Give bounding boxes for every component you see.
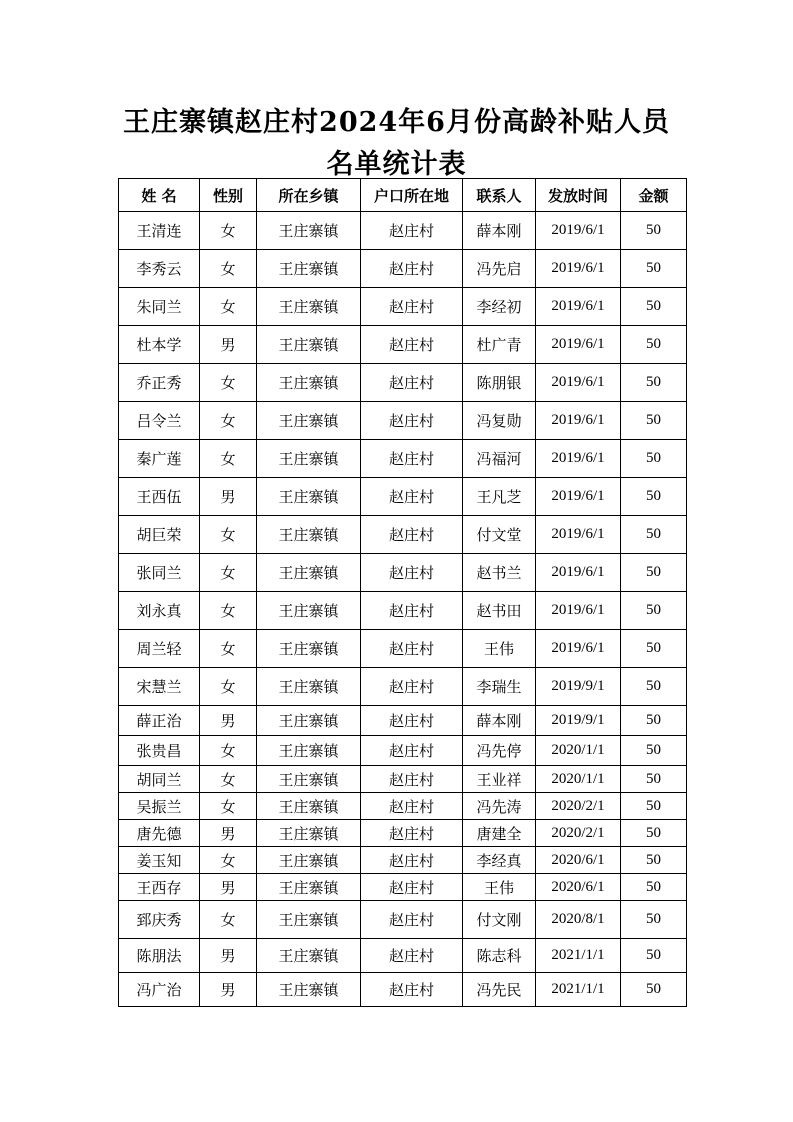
row-gender: 女 <box>200 766 257 793</box>
table-body <box>119 212 687 1007</box>
row-issue-date: 2019/6/1 <box>536 288 621 326</box>
row-household: 赵庄村 <box>361 766 463 793</box>
table-row <box>119 973 687 1007</box>
table-row <box>119 874 687 901</box>
row-name: 吴振兰 <box>119 793 200 820</box>
row-name: 姜玉知 <box>119 847 200 874</box>
row-household: 赵庄村 <box>361 706 463 736</box>
row-amount: 50 <box>621 874 687 901</box>
row-amount: 50 <box>621 847 687 874</box>
row-issue-date: 2020/6/1 <box>536 874 621 901</box>
row-issue-date: 2021/1/1 <box>536 939 621 973</box>
row-contact: 付文刚 <box>463 901 536 939</box>
row-gender: 女 <box>200 847 257 874</box>
row-issue-date: 2020/6/1 <box>536 847 621 874</box>
row-amount: 50 <box>621 820 687 847</box>
row-gender: 女 <box>200 592 257 630</box>
row-township: 王庄寨镇 <box>257 440 361 478</box>
row-amount: 50 <box>621 706 687 736</box>
table-row <box>119 820 687 847</box>
row-gender: 女 <box>200 402 257 440</box>
row-contact: 王伟 <box>463 874 536 901</box>
table-row <box>119 478 687 516</box>
row-contact: 王凡芝 <box>463 478 536 516</box>
row-gender: 女 <box>200 516 257 554</box>
header-name: 姓 名 <box>119 179 200 212</box>
table-row <box>119 250 687 288</box>
row-gender: 男 <box>200 706 257 736</box>
row-contact: 杜广青 <box>463 326 536 364</box>
row-household: 赵庄村 <box>361 250 463 288</box>
row-name: 王西伍 <box>119 478 200 516</box>
row-township: 王庄寨镇 <box>257 874 361 901</box>
row-township: 王庄寨镇 <box>257 288 361 326</box>
row-township: 王庄寨镇 <box>257 973 361 1007</box>
row-amount: 50 <box>621 736 687 766</box>
row-issue-date: 2019/6/1 <box>536 440 621 478</box>
table-row <box>119 793 687 820</box>
table-row <box>119 847 687 874</box>
table-row <box>119 939 687 973</box>
row-amount: 50 <box>621 440 687 478</box>
row-contact: 王业祥 <box>463 766 536 793</box>
row-name: 李秀云 <box>119 250 200 288</box>
row-township: 王庄寨镇 <box>257 736 361 766</box>
row-township: 王庄寨镇 <box>257 706 361 736</box>
row-name: 吕令兰 <box>119 402 200 440</box>
row-township: 王庄寨镇 <box>257 250 361 288</box>
row-amount: 50 <box>621 592 687 630</box>
row-issue-date: 2020/1/1 <box>536 766 621 793</box>
row-name: 张同兰 <box>119 554 200 592</box>
row-contact: 冯先民 <box>463 973 536 1007</box>
row-issue-date: 2019/6/1 <box>536 326 621 364</box>
row-name: 陈朋法 <box>119 939 200 973</box>
header-township: 所在乡镇 <box>257 179 361 212</box>
row-contact: 李瑞生 <box>463 668 536 706</box>
row-issue-date: 2020/2/1 <box>536 793 621 820</box>
table-row <box>119 630 687 668</box>
row-township: 王庄寨镇 <box>257 793 361 820</box>
row-name: 胡同兰 <box>119 766 200 793</box>
header-contact: 联系人 <box>463 179 536 212</box>
row-issue-date: 2019/6/1 <box>536 212 621 250</box>
table-row <box>119 212 687 250</box>
subsidy-table <box>118 178 687 1007</box>
row-amount: 50 <box>621 288 687 326</box>
row-name: 郅庆秀 <box>119 901 200 939</box>
row-household: 赵庄村 <box>361 630 463 668</box>
table-row <box>119 288 687 326</box>
row-contact: 赵书田 <box>463 592 536 630</box>
row-township: 王庄寨镇 <box>257 820 361 847</box>
row-amount: 50 <box>621 630 687 668</box>
table-row <box>119 364 687 402</box>
row-amount: 50 <box>621 516 687 554</box>
row-gender: 男 <box>200 939 257 973</box>
row-contact: 陈志科 <box>463 939 536 973</box>
table-row <box>119 736 687 766</box>
row-amount: 50 <box>621 326 687 364</box>
row-issue-date: 2019/6/1 <box>536 592 621 630</box>
row-name: 唐先德 <box>119 820 200 847</box>
row-household: 赵庄村 <box>361 874 463 901</box>
row-contact: 陈朋银 <box>463 364 536 402</box>
row-gender: 女 <box>200 250 257 288</box>
row-issue-date: 2019/6/1 <box>536 554 621 592</box>
row-issue-date: 2019/9/1 <box>536 668 621 706</box>
row-township: 王庄寨镇 <box>257 592 361 630</box>
row-household: 赵庄村 <box>361 326 463 364</box>
header-amount: 金额 <box>621 179 687 212</box>
row-issue-date: 2020/1/1 <box>536 736 621 766</box>
row-contact: 冯先启 <box>463 250 536 288</box>
row-amount: 50 <box>621 766 687 793</box>
row-gender: 女 <box>200 554 257 592</box>
row-name: 杜本学 <box>119 326 200 364</box>
row-name: 秦广莲 <box>119 440 200 478</box>
page-title: 王庄寨镇赵庄村2024年6月份高龄补贴人员 <box>123 107 670 138</box>
row-household: 赵庄村 <box>361 973 463 1007</box>
row-household: 赵庄村 <box>361 212 463 250</box>
row-name: 宋慧兰 <box>119 668 200 706</box>
table-row <box>119 668 687 706</box>
row-amount: 50 <box>621 793 687 820</box>
row-name: 朱同兰 <box>119 288 200 326</box>
row-issue-date: 2019/6/1 <box>536 516 621 554</box>
row-issue-date: 2020/2/1 <box>536 820 621 847</box>
row-gender: 男 <box>200 326 257 364</box>
row-household: 赵庄村 <box>361 847 463 874</box>
row-contact: 薛本刚 <box>463 706 536 736</box>
row-gender: 女 <box>200 288 257 326</box>
row-gender: 女 <box>200 736 257 766</box>
row-contact: 赵书兰 <box>463 554 536 592</box>
row-name: 张贵昌 <box>119 736 200 766</box>
row-household: 赵庄村 <box>361 364 463 402</box>
row-gender: 女 <box>200 668 257 706</box>
row-household: 赵庄村 <box>361 793 463 820</box>
row-name: 周兰轻 <box>119 630 200 668</box>
row-household: 赵庄村 <box>361 440 463 478</box>
row-issue-date: 2021/1/1 <box>536 973 621 1007</box>
row-township: 王庄寨镇 <box>257 939 361 973</box>
row-name: 胡巨荣 <box>119 516 200 554</box>
row-issue-date: 2019/6/1 <box>536 402 621 440</box>
row-contact: 付文堂 <box>463 516 536 554</box>
row-gender: 男 <box>200 820 257 847</box>
row-issue-date: 2019/6/1 <box>536 630 621 668</box>
row-contact: 冯先涛 <box>463 793 536 820</box>
row-name: 刘永真 <box>119 592 200 630</box>
row-household: 赵庄村 <box>361 901 463 939</box>
row-household: 赵庄村 <box>361 554 463 592</box>
row-household: 赵庄村 <box>361 288 463 326</box>
row-gender: 女 <box>200 630 257 668</box>
row-name: 王清连 <box>119 212 200 250</box>
row-name: 薛正治 <box>119 706 200 736</box>
row-township: 王庄寨镇 <box>257 212 361 250</box>
row-gender: 女 <box>200 364 257 402</box>
row-issue-date: 2019/9/1 <box>536 706 621 736</box>
row-gender: 女 <box>200 901 257 939</box>
row-household: 赵庄村 <box>361 939 463 973</box>
row-contact: 薛本刚 <box>463 212 536 250</box>
table-row <box>119 402 687 440</box>
table-row <box>119 901 687 939</box>
table-row <box>119 592 687 630</box>
row-issue-date: 2019/6/1 <box>536 364 621 402</box>
page-subtitle: 名单统计表 <box>326 149 467 180</box>
table-row <box>119 706 687 736</box>
row-contact: 冯复勋 <box>463 402 536 440</box>
row-township: 王庄寨镇 <box>257 326 361 364</box>
row-amount: 50 <box>621 901 687 939</box>
row-gender: 男 <box>200 973 257 1007</box>
row-issue-date: 2019/6/1 <box>536 478 621 516</box>
row-township: 王庄寨镇 <box>257 478 361 516</box>
row-township: 王庄寨镇 <box>257 516 361 554</box>
row-name: 乔正秀 <box>119 364 200 402</box>
header-household: 户口所在地 <box>361 179 463 212</box>
row-issue-date: 2020/8/1 <box>536 901 621 939</box>
row-gender: 女 <box>200 793 257 820</box>
row-contact: 李经真 <box>463 847 536 874</box>
header-gender: 性别 <box>200 179 257 212</box>
row-household: 赵庄村 <box>361 516 463 554</box>
row-gender: 女 <box>200 440 257 478</box>
row-household: 赵庄村 <box>361 736 463 766</box>
row-township: 王庄寨镇 <box>257 554 361 592</box>
row-household: 赵庄村 <box>361 668 463 706</box>
row-township: 王庄寨镇 <box>257 847 361 874</box>
table-row <box>119 440 687 478</box>
row-amount: 50 <box>621 973 687 1007</box>
row-amount: 50 <box>621 402 687 440</box>
row-household: 赵庄村 <box>361 402 463 440</box>
row-name: 冯广治 <box>119 973 200 1007</box>
row-amount: 50 <box>621 554 687 592</box>
row-contact: 唐建全 <box>463 820 536 847</box>
table-row <box>119 766 687 793</box>
row-gender: 男 <box>200 874 257 901</box>
row-household: 赵庄村 <box>361 592 463 630</box>
row-amount: 50 <box>621 939 687 973</box>
row-contact: 王伟 <box>463 630 536 668</box>
row-amount: 50 <box>621 250 687 288</box>
row-township: 王庄寨镇 <box>257 364 361 402</box>
row-household: 赵庄村 <box>361 820 463 847</box>
row-amount: 50 <box>621 668 687 706</box>
row-household: 赵庄村 <box>361 478 463 516</box>
row-amount: 50 <box>621 364 687 402</box>
table-row <box>119 554 687 592</box>
table-row <box>119 326 687 364</box>
row-township: 王庄寨镇 <box>257 402 361 440</box>
row-gender: 男 <box>200 478 257 516</box>
row-township: 王庄寨镇 <box>257 668 361 706</box>
header-row <box>119 179 687 212</box>
row-name: 王西存 <box>119 874 200 901</box>
row-contact: 李经初 <box>463 288 536 326</box>
table-row <box>119 516 687 554</box>
row-township: 王庄寨镇 <box>257 630 361 668</box>
row-contact: 冯福河 <box>463 440 536 478</box>
row-township: 王庄寨镇 <box>257 901 361 939</box>
row-issue-date: 2019/6/1 <box>536 250 621 288</box>
row-amount: 50 <box>621 478 687 516</box>
row-amount: 50 <box>621 212 687 250</box>
row-contact: 冯先停 <box>463 736 536 766</box>
row-gender: 女 <box>200 212 257 250</box>
row-township: 王庄寨镇 <box>257 766 361 793</box>
header-issue-date: 发放时间 <box>536 179 621 212</box>
